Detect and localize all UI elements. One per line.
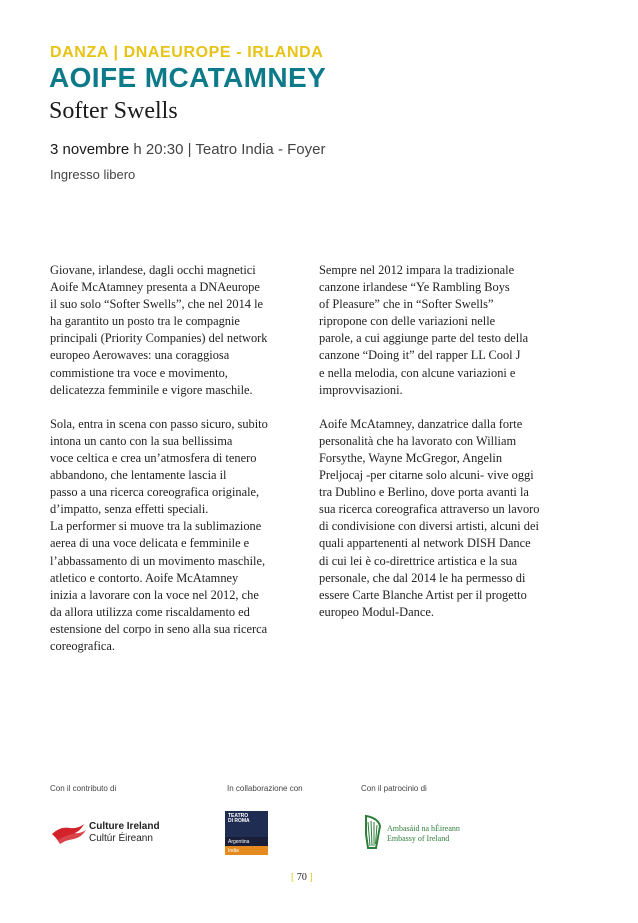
body-line: delicatezza femminile e vigore maschile. [50, 382, 253, 397]
body-paragraph [50, 262, 300, 399]
body-line: abbandono, che lentamente lascia il [50, 468, 227, 483]
body-line: Forsythe, Wayne McGregor, Angelin [319, 450, 503, 465]
body-line: l’abbassamento di un movimento maschile, [50, 553, 266, 568]
body-line: intona un canto con la sua bellissima [50, 433, 233, 448]
credit-label-contribution: Con il contributo di [50, 784, 117, 793]
embassy-name-irish: Ambasáid na hÉireann [387, 824, 460, 833]
body-line: coreografica. [50, 638, 116, 653]
date-line [50, 141, 325, 158]
body-line: principali (Priority Companies) del network [50, 331, 268, 346]
page-number-value: 70 [296, 872, 307, 883]
body-line: improvvisazioni. [319, 382, 403, 397]
body-line: il suo solo “Softer Swells”, che nel 2014 le [50, 297, 264, 312]
body-paragraph [319, 262, 569, 399]
teatro-india-label: India [228, 848, 239, 854]
teatro-argentina-label: Argentina [228, 839, 250, 845]
body-column-left [50, 262, 300, 672]
artist-name: AOIFE MCATAMNEY [49, 62, 327, 93]
body-line: La performer si muove tra la sublimazione [50, 519, 262, 534]
body-line: parole, a cui aggiunge parte del testo della [319, 331, 529, 346]
body-line: da allora utilizza come riscaldamento ed [50, 604, 250, 619]
body-line: essere Carte Blanche Artist per il progetto [319, 587, 527, 602]
body-line: voce celtica e crea un’atmosfera di tenero [50, 450, 257, 465]
body-line: d’impatto, senza effetti speciali. [50, 502, 209, 517]
body-line: aerea di una voce delicata e femminile e [50, 536, 250, 551]
body-line: Sempre nel 2012 impara la tradizionale [319, 263, 515, 277]
body-line: personalità che ha lavorato con William [319, 433, 517, 448]
event-date: 3 novembre [50, 141, 130, 158]
culture-ireland-subtitle: Cultúr Éireann [89, 833, 153, 844]
credit-label-patronage: Con il patrocinio di [361, 784, 427, 793]
body-line: quali appartenenti al network DISH Dance [319, 536, 531, 551]
time-venue: h 20:30 | Teatro India - Foyer [129, 141, 326, 158]
body-line: e nella melodia, con alcune variazioni e [319, 365, 516, 380]
body-line: di cui lei è co-direttrice artistica e la sua [319, 553, 518, 568]
body-line: europeo Modul-Dance. [319, 604, 434, 619]
body-line: atletico e contorto. Aoife McAtamney [50, 570, 239, 585]
body-column-right [319, 262, 569, 638]
embassy-name-english: Embassy of Ireland [387, 834, 450, 843]
body-line: europeo Aerowaves: una coraggiosa [50, 348, 230, 363]
body-line: canzone irlandese “Ye Rambling Boys [319, 280, 510, 295]
teatro-di-roma-logo [225, 811, 268, 855]
teatro-di-roma-name: TEATRO DI ROMA [228, 813, 250, 824]
credit-label-collaboration: In collaborazione con [227, 784, 303, 793]
body-line: estensione del corpo in seno alla sua ricerca [50, 621, 268, 636]
body-line: personale, che dal 2014 le ha permesso di [319, 570, 526, 585]
harp-icon [362, 814, 384, 850]
entry-info: Ingresso libero [50, 167, 136, 182]
show-title: Softer Swells [49, 98, 178, 124]
body-line: Preljocaj -per citarne solo alcuni- vive oggi [319, 468, 534, 483]
body-line: of Pleasure” che in “Softer Swells” [319, 297, 494, 312]
body-line: ripropone con delle variazioni nelle [319, 314, 496, 329]
event-category: DANZA | DNAEUROPE - IRLANDA [50, 44, 324, 61]
body-paragraph [319, 416, 569, 621]
page-bracket-close: ] [309, 872, 313, 883]
body-line: ha garantito un posto tra le compagnie [50, 314, 240, 329]
culture-ireland-name: Culture Ireland [89, 821, 160, 832]
body-line: di condivisione con diversi artisti, alcuni dei [319, 519, 539, 534]
page-number [291, 872, 313, 883]
body-line: Sola, entra in scena con passo sicuro, subito [50, 416, 268, 431]
page-bracket-open: [ [291, 872, 295, 883]
body-line: Aoife McAtamney, danzatrice dalla forte [319, 416, 523, 431]
body-line: sua ricerca coreografica attraverso un lavoro [319, 502, 540, 517]
body-line: canzone “Doing it” del rapper LL Cool J [319, 348, 521, 363]
body-line: commistione tra voce e movimento, [50, 365, 228, 380]
body-paragraph [50, 416, 300, 655]
body-line: passo a una ricerca coreografica originale, [50, 485, 260, 500]
body-line: tra Dublino e Berlino, dove porta avanti la [319, 485, 529, 500]
body-line: Giovane, irlandese, dagli occhi magnetici [50, 263, 256, 277]
body-line: inizia a lavorare con la voce nel 2012, che [50, 587, 259, 602]
body-line: Aoife McAtamney presenta a DNAeurope [50, 280, 260, 295]
